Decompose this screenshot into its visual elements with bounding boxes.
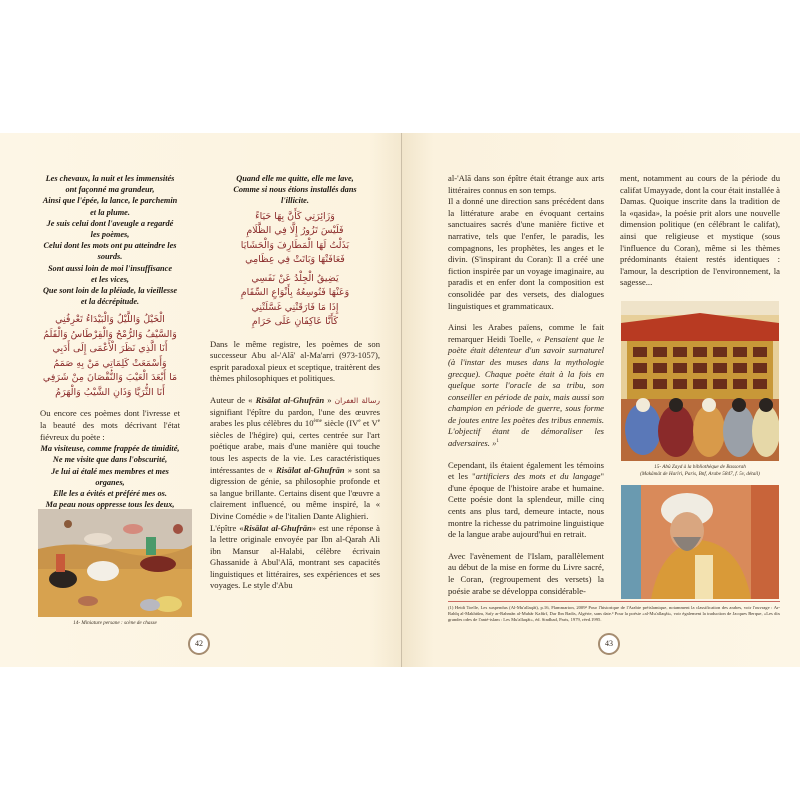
arabic-line: إِذَا مَا فَارَقَتْنِي غَسَّلَتْنِي xyxy=(251,301,339,313)
poem-line: et les vices, xyxy=(90,274,129,284)
paragraph-toelle xyxy=(448,322,604,450)
intro-paragraph xyxy=(40,408,180,443)
left-page-column-1 xyxy=(40,173,180,522)
page-number-left: 42 xyxy=(188,633,210,655)
quotation: « Pensaient que le poète était détenteur d'un savoir surnaturel (à l'instar des muses dans la mythologie grecque). Chaque poète était à la fois en quelque sorte l'oracle de sa tribu, son conseiller en période de paix, mais aussi son champion en période de guerre, sous forme de joutes entre les poètes des tribus ennemis. L'objectif étant de démoraliser les adversaires. » xyxy=(448,333,604,449)
poem-line: Je lui ai étalé mes membres et mes organes, xyxy=(51,466,169,487)
text-span: Ainsi les Arabes païens, comme le fait remarquer Heidi Toelle, xyxy=(448,322,604,344)
poem-line: Sont aussi loin de moi l'insuffisance xyxy=(47,263,173,273)
poem-line: Comme si nous étions installés dans xyxy=(233,185,357,195)
poem-arabic-3 xyxy=(210,272,380,330)
paragraph: ment, notamment au cours de la période du califat Umayyade, dont la cour était installée à Damas. Quoique inscrite dans la tradition de la «qasida», la poésie prit alors une nouvelle dimension politique (en célébrant le califat), ainsi que religieuse et mystique (sous l'influence du Coran), même si les thèmes prédominants étaient restés identiques : l'amour, la description de l'environnement, la sagesse... xyxy=(620,173,780,288)
poem-line: Je suis celui dont l'aveugle a regardé xyxy=(46,218,174,228)
text-span: siècle (IV xyxy=(321,418,359,429)
intro-text: Ou encore ces poèmes dont l'ivresse et la beauté des mots décrivant l'état fiévreux du poète : xyxy=(40,408,180,442)
footnote-ref: 1 xyxy=(496,439,499,445)
quotation: artificiers des mots et du langage xyxy=(475,471,601,482)
left-col2-prose xyxy=(210,339,380,592)
text-span: » est une réponse à la lettre originale envoyée par Ibn al-Qarah Ali ibn Mansur al-Halabi, célèbre écrivain Ghassanide à Abul'Alā, montrant ses capacités linguistiques et littéraires, ses expériences et ses voyages. Le style d'Abu xyxy=(210,522,380,591)
superscript: e xyxy=(377,419,380,425)
abu-zayd-library-image xyxy=(621,301,779,461)
text-span: siècles de l'hégire) qui, certes centrée sur l'art poétique arabe, mais d'une manière qui touche tous les aspects de la vie. Les caractéristiques intéressantes de « xyxy=(210,429,380,475)
left-page xyxy=(0,133,402,667)
poem-line: et la plume. xyxy=(90,207,130,217)
poem-line: Quand elle me quitte, elle me lave, xyxy=(236,174,354,183)
arabic-line: وَأَسْمَعَتْ كَلِمَاتِي مَنْ بِهِ صَمَمُ xyxy=(53,357,167,369)
figure-persian-miniature xyxy=(38,509,192,617)
paragraph: Avec l'avènement de l'Islam, parallèlement au début de la mise en forme du Livre sacré, le Coran, (regroupement des versets) la poésie arabe se développa considérable- xyxy=(448,550,604,596)
book-title: Risālat al-Ghufrān xyxy=(275,464,345,475)
arabic-line: الْخَيْلُ وَاللَّيْلُ وَالْبَيْدَاءُ تَعْرِفُنِي xyxy=(55,314,165,326)
poem-line: Que sont loin de la pléiade, la vieillesse xyxy=(42,286,178,296)
caption-line: (Makâmât de Harîri, Paris, Bnf, Arabe 5847, f. 5v, détail) xyxy=(640,471,760,477)
paragraph-temoins xyxy=(448,460,604,541)
paragraph-risalat xyxy=(210,395,380,523)
figure-15-caption xyxy=(621,464,779,478)
arabic-line: وَعَنْهَا فَتُوسِعُهُ بِأَنْوَاعِ السِّقَامِ xyxy=(240,287,350,299)
text-span: Cependant, ils étaient également les témoins et les " xyxy=(448,459,604,482)
arabic-line: يَضِيقُ الْجِلْدُ عَنْ نَفَسِي xyxy=(251,272,339,284)
left-page-column-2 xyxy=(210,173,380,592)
figure-portrait-scholar xyxy=(621,485,779,599)
text-span: et V xyxy=(360,418,378,429)
poem-french-3 xyxy=(210,173,380,207)
poem-line: l'illicite. xyxy=(281,196,309,206)
poem-line: Ne me visite que dans l'obscurité, xyxy=(52,455,168,465)
text-span: L'épître « xyxy=(210,522,244,533)
text-span: signifiant l'épître du pardon, l'une des œuvres arabes les plus célèbres du 10 xyxy=(210,406,380,429)
poem-line: ont façonné ma grandeur, xyxy=(65,185,155,195)
book-spread xyxy=(0,133,800,667)
arabic-line: مَا أَبْعَدَ الْعَيْبَ وَالنُّقْصَانَ مِنْ شَرَفِي xyxy=(42,372,178,384)
arabic-line: كَأَنَّا عَاكِفَانِ عَلَى حَرَامِ xyxy=(251,316,339,328)
arabic-title: رسالة الغفران xyxy=(334,395,381,405)
superscript: ème xyxy=(313,419,322,425)
poem-line: Les chevaux, la nuit et les immensités xyxy=(45,174,175,183)
book-title: Risālat al-Ghufrān xyxy=(243,522,312,533)
poem-line: sourds. xyxy=(97,252,123,262)
poem-line: les poèmes, xyxy=(90,230,130,240)
poem-line: Elle les a évités et préféré mes os. xyxy=(53,489,167,499)
figure-abu-zayd-library xyxy=(621,301,779,461)
arabic-line: فَعَافَتْهَا وَبَاتَتْ فِي عِظَامِي xyxy=(245,254,345,266)
arabic-line: فَلَيْسَ تَزُورُ إِلَّا فِي الظَّلَامِ xyxy=(246,225,344,237)
poem-arabic-2 xyxy=(210,210,380,268)
persian-hunting-scene-image xyxy=(38,509,192,617)
poem-french-1 xyxy=(40,173,180,307)
arabic-line: بَذَلْتُ لَهَا الْمَطَارِفَ وَالْحَشَايَا xyxy=(240,239,350,251)
paragraph: al-'Alā dans son épître était étrange aux arts littéraires connus en son temps. xyxy=(448,173,604,195)
superscript: e xyxy=(358,419,361,425)
figure-14-caption: 14- Miniature persane : scène de chasse xyxy=(73,620,157,626)
paragraph: Il a donné une direction sans précédent dans la littérature arabe en évoquant certains sanctuaires sacrés d'une manière fictive et narrative, tels que l'enfer, le paradis, les compagnons, les prophètes, les anges et le divin. (S'inspirant du Coran): Il a créé une fiction inspirée par un voyage imaginaire, au paradis et en enfer dont la composition est consolidée par des versets, des dialogues linguistiques et grammaticaux. xyxy=(448,196,604,311)
poem-line: Ainsi que l'épée, la lance, le parchemin xyxy=(42,196,178,206)
text-span: Auteur de « xyxy=(210,394,256,405)
arabic-line: أَنَا الَّذِي نَظَرَ الْأَعْمَى إِلَى أَدَبِي xyxy=(52,343,168,355)
footnote-rule xyxy=(448,601,780,602)
poem-line: Ma visiteuse, comme frappée de timidité, xyxy=(40,444,180,454)
page-number-right: 43 xyxy=(598,633,620,655)
text-span: " d'une époque de l'histoire arabe et humaine. Cette poésie dont la splendeur, mille cinq cents ans plus tard, demeure intacte, nous montre la richesse du patrimoine linguistique de la langue arabe aujourd'hui en retrait. xyxy=(448,471,604,540)
right-page-column-1 xyxy=(448,173,604,597)
arabic-line: أَنَا الثُّرَيَّا وَذَانِ الشَّيْبُ وَالْهَرَمُ xyxy=(55,386,165,398)
right-page xyxy=(402,133,800,667)
text-span: » xyxy=(324,394,335,405)
caption-line: 15- Abû Zayd à la bibliothèque de Bassorah xyxy=(654,464,746,470)
poem-arabic-1 xyxy=(40,313,180,400)
footnote: (1) Heidi Toelle, Les suspendus (Al-Mu'allaqât), p.16, Flammarion, 2009² Pour l'historique de l'Arabie préislamique, notamment la classification des arabes, voir l'ouvrage : Ar-Rahîq al-Makhtûm, Safy ar-Rahmân al-Mubâr Kafûrî, Dar Ibn Badis, Algérie, sans date.³ Pour la poésie «al-Mu'allaqât», voir également la traduction de Jacques Berque, «Les dix grandes odes de l'anté-islam : Les Mu'allaqât», éd. Sindbad, Paris, 1979, réed.1995. xyxy=(448,605,780,623)
paragraph: Dans le même registre, les poèmes de son successeur Abu al-'Alā' al-Ma'arri (973-1057), esprit paradoxal pieux et sceptique, traitèrent des thèmes philosophiques et politiques. xyxy=(210,338,380,384)
poem-line: Ma peau nous oppresse tous les deux, xyxy=(45,500,175,510)
paragraph-epitre xyxy=(210,523,380,593)
arabic-line: وَزَائِرَتِي كَأَنَّ بِهَا حَيَاءً xyxy=(255,210,335,222)
book-title: Risālat al-Ghufrān xyxy=(255,394,325,405)
right-page-column-2 xyxy=(620,173,780,289)
poem-line: et la décrépitude. xyxy=(80,297,140,307)
scholar-portrait-image xyxy=(621,485,779,599)
text-span: » sont sa digression de génie, sa philosophie profonde et sa langue brillante. Certains disent que l'œuvre a clairement influencé, ou même inspiré, la « Divine Comédie » de l'italien Dante Alighieri. xyxy=(210,464,381,521)
arabic-line: وَالسَّيْفُ وَالرُّمْحُ وَالْقِرْطَاسُ وَالْقَلَمُ xyxy=(43,328,177,340)
poem-line: Celui dont les mots ont pu atteindre les xyxy=(43,241,177,251)
